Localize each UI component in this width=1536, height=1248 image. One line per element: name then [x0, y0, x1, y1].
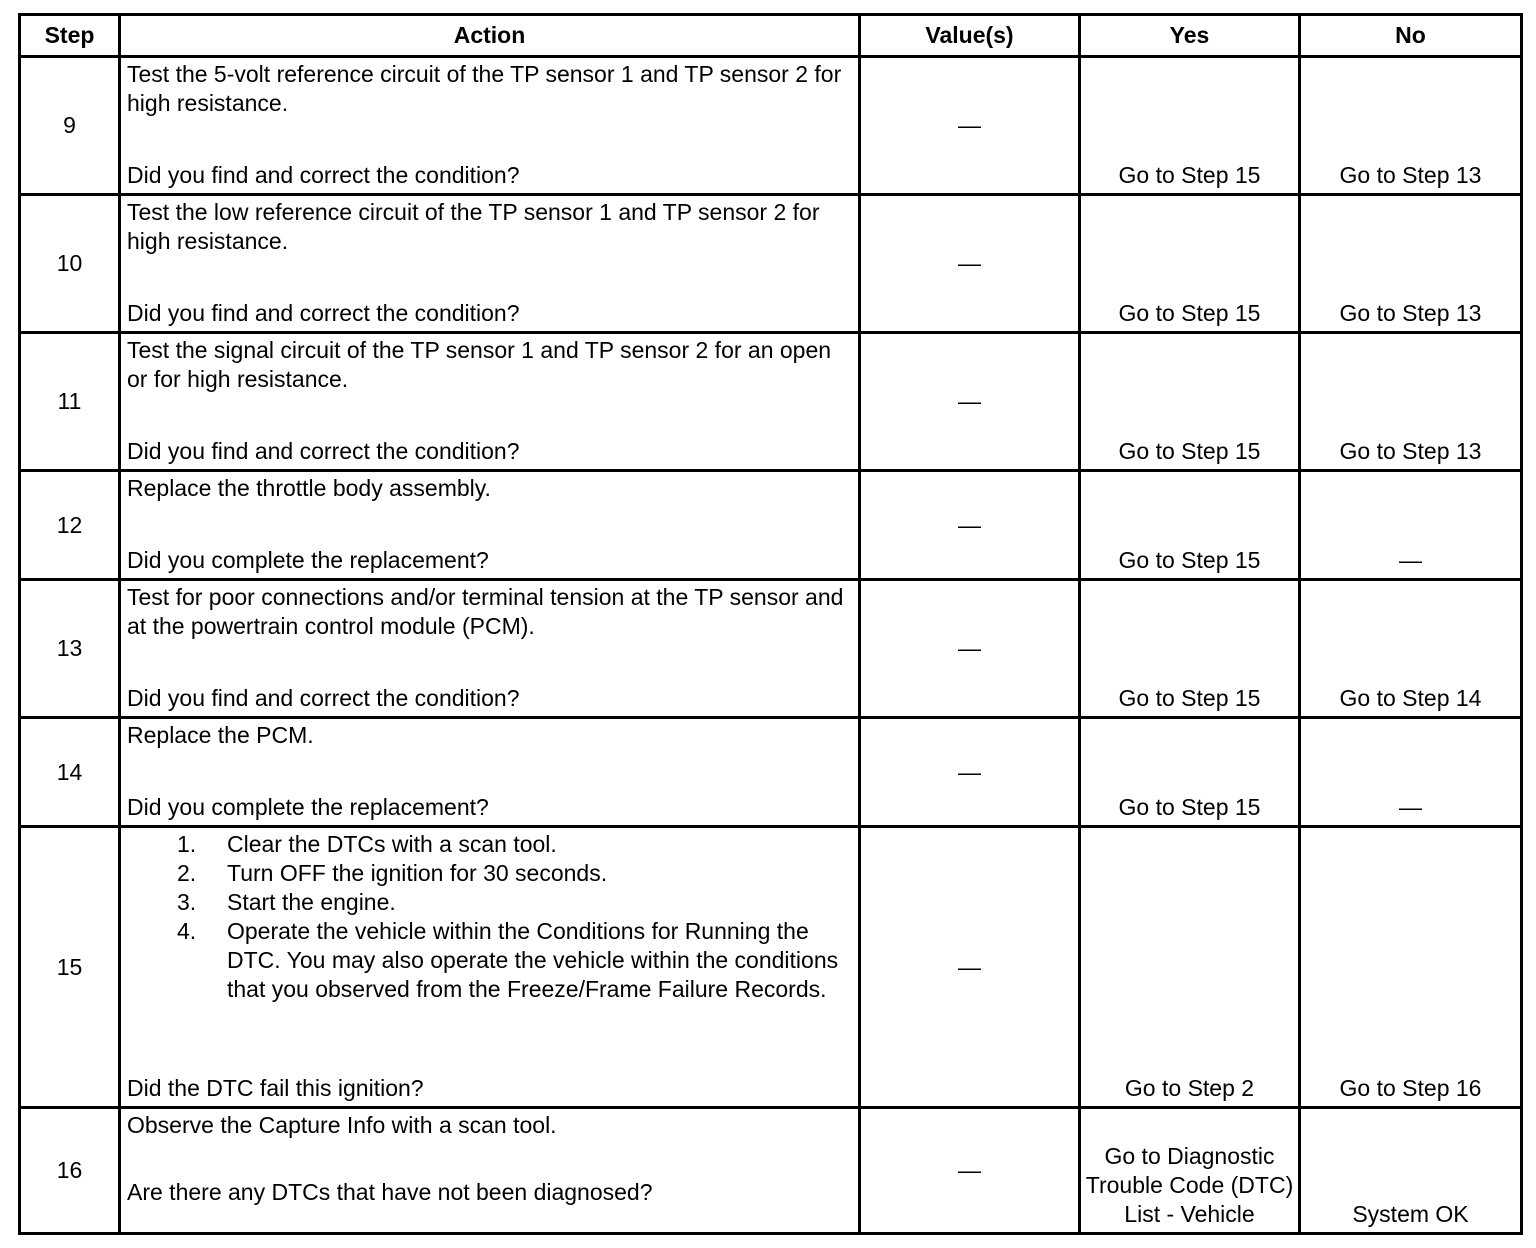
list-item-text: Clear the DTCs with a scan tool. [227, 831, 557, 857]
list-item-number: 4. [177, 918, 197, 944]
action-cell [120, 471, 860, 580]
yes-cell: Go to Step 15 [1080, 57, 1300, 195]
value-cell: — [860, 827, 1080, 1108]
action-instruction: Replace the PCM. [127, 722, 314, 748]
value-cell: — [860, 333, 1080, 471]
action-instruction: Replace the throttle body assembly. [127, 475, 491, 501]
yes-cell: Go to Step 2 [1080, 827, 1300, 1108]
list-item [177, 917, 852, 1004]
step-number: 15 [20, 827, 120, 1108]
yes-cell: Go to Step 15 [1080, 718, 1300, 827]
table-row [20, 57, 1522, 195]
header-action: Action [120, 15, 860, 57]
yes-cell: Go to Step 15 [1080, 580, 1300, 718]
table-row [20, 718, 1522, 827]
no-cell: Go to Step 16 [1300, 827, 1522, 1108]
no-cell: Go to Step 13 [1300, 57, 1522, 195]
table-row [20, 580, 1522, 718]
action-instruction: Test the signal circuit of the TP sensor 1 and TP sensor 2 for an open or for high resistance. [127, 337, 832, 392]
action-question: Did the DTC fail this ignition? [127, 1075, 424, 1101]
action-cell [120, 827, 860, 1108]
no-cell: — [1300, 718, 1522, 827]
diagnostic-table [18, 13, 1523, 1235]
table-row [20, 333, 1522, 471]
action-question: Did you find and correct the condition? [127, 685, 520, 711]
list-item-number: 1. [177, 831, 197, 857]
step-number: 12 [20, 471, 120, 580]
table-row [20, 195, 1522, 333]
step-number: 14 [20, 718, 120, 827]
list-item-number: 3. [177, 889, 197, 915]
step-number: 10 [20, 195, 120, 333]
list-item-text: Start the engine. [227, 889, 396, 915]
value-cell: — [860, 580, 1080, 718]
table-row [20, 1108, 1522, 1234]
action-question: Did you complete the replacement? [127, 794, 489, 820]
yes-link-cell[interactable]: Go to Diagnostic Trouble Code (DTC) List - Vehicle [1080, 1108, 1300, 1234]
action-steps-list [127, 830, 852, 1004]
step-number: 13 [20, 580, 120, 718]
action-cell [120, 195, 860, 333]
list-item-number: 2. [177, 860, 197, 886]
list-item [177, 859, 852, 888]
action-cell [120, 333, 860, 471]
header-row [20, 15, 1522, 57]
yes-cell: Go to Step 15 [1080, 195, 1300, 333]
action-question: Are there any DTCs that have not been diagnosed? [127, 1179, 653, 1205]
action-cell [120, 718, 860, 827]
no-cell: Go to Step 13 [1300, 333, 1522, 471]
list-item [177, 888, 852, 917]
table-row [20, 471, 1522, 580]
list-item-text: Turn OFF the ignition for 30 seconds. [227, 860, 608, 886]
value-cell: — [860, 57, 1080, 195]
list-item [177, 830, 852, 859]
action-instruction: Test the 5-volt reference circuit of the TP sensor 1 and TP sensor 2 for high resistance. [127, 61, 842, 116]
header-no: No [1300, 15, 1522, 57]
value-cell: — [860, 1108, 1080, 1234]
yes-cell: Go to Step 15 [1080, 333, 1300, 471]
step-number: 9 [20, 57, 120, 195]
action-instruction: Observe the Capture Info with a scan tool. [127, 1112, 557, 1138]
value-cell: — [860, 718, 1080, 827]
action-instruction: Test the low reference circuit of the TP sensor 1 and TP sensor 2 for high resistance. [127, 199, 820, 254]
action-cell [120, 57, 860, 195]
step-number: 11 [20, 333, 120, 471]
action-question: Did you find and correct the condition? [127, 162, 520, 188]
action-question: Did you find and correct the condition? [127, 438, 520, 464]
list-item-text: Operate the vehicle within the Conditions for Running the DTC. You may also operate the vehicle within the conditions that you observed from the Freeze/Frame Failure Records. [227, 918, 839, 1002]
action-question: Did you find and correct the condition? [127, 300, 520, 326]
action-question: Did you complete the replacement? [127, 547, 489, 573]
no-cell: System OK [1300, 1108, 1522, 1234]
header-values: Value(s) [860, 15, 1080, 57]
table-row [20, 827, 1522, 1108]
value-cell: — [860, 471, 1080, 580]
step-number: 16 [20, 1108, 120, 1234]
no-cell: Go to Step 13 [1300, 195, 1522, 333]
header-yes: Yes [1080, 15, 1300, 57]
header-step: Step [20, 15, 120, 57]
action-instruction: Test for poor connections and/or terminal tension at the TP sensor and at the powertrain control module (PCM). [127, 584, 844, 639]
yes-cell: Go to Step 15 [1080, 471, 1300, 580]
action-cell [120, 580, 860, 718]
action-cell [120, 1108, 860, 1234]
value-cell: — [860, 195, 1080, 333]
no-cell: — [1300, 471, 1522, 580]
no-cell: Go to Step 14 [1300, 580, 1522, 718]
